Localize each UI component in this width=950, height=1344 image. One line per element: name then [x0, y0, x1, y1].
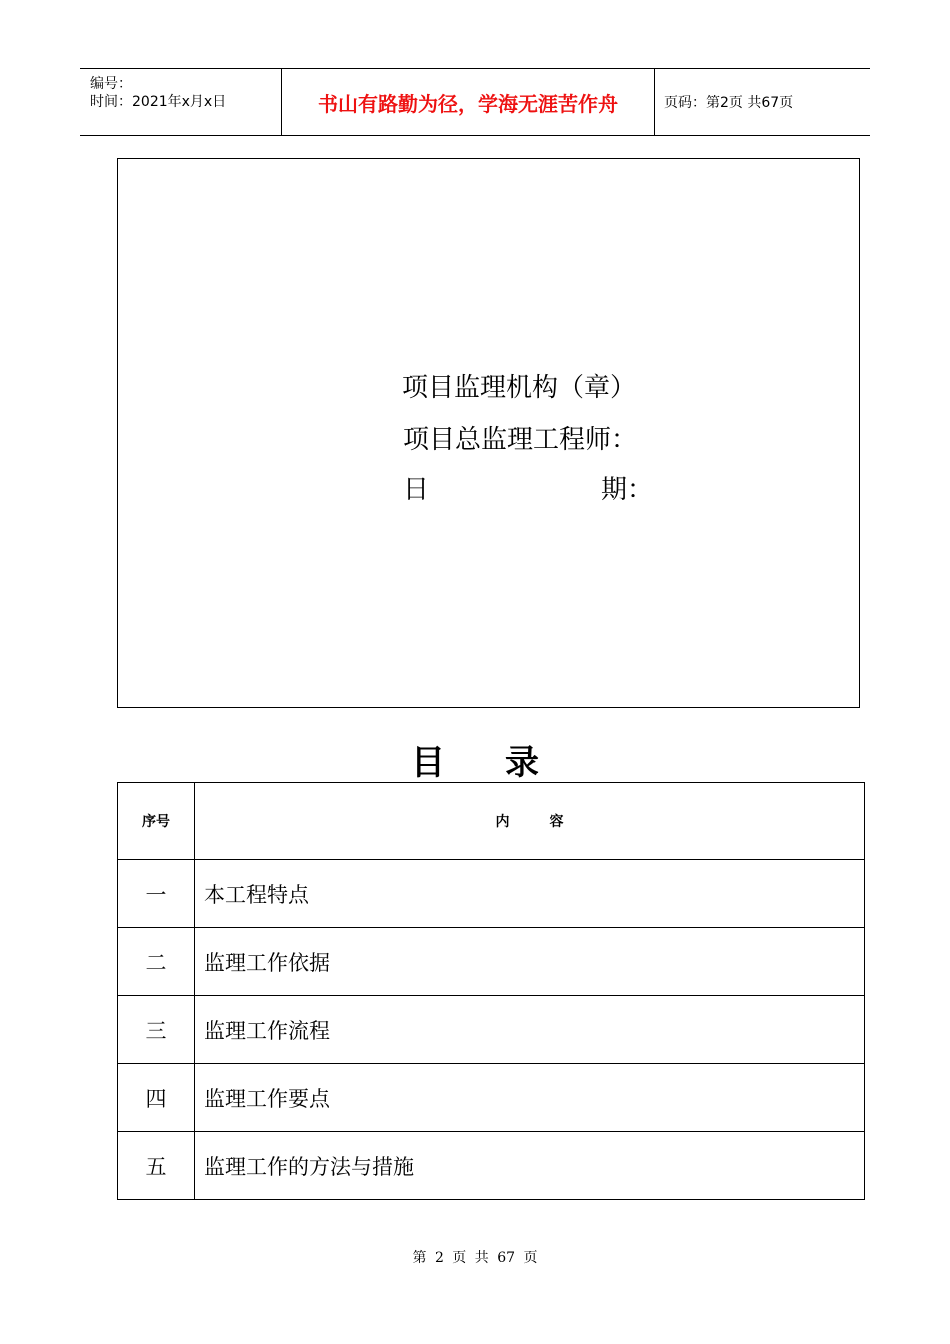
row-no: 二 [118, 928, 195, 996]
toc-header-row [118, 783, 865, 860]
org-seal-line: 项目监理机构（章） [402, 373, 637, 403]
toc-title-char: 录 [505, 743, 539, 783]
toc-title-char: 目 [411, 743, 445, 783]
table-row [118, 928, 865, 996]
table-row [118, 1132, 865, 1200]
page-footer: 第 2 页 共 67 页 [412, 1250, 538, 1266]
signature-box [117, 158, 860, 708]
chief-engineer-line: 项目总监理工程师： [403, 425, 638, 455]
toc-title [0, 735, 950, 784]
row-no: 三 [118, 996, 195, 1064]
col-header-no: 序号 [118, 783, 195, 860]
table-row [118, 1064, 865, 1132]
table-row [118, 860, 865, 928]
date-label-right: 期： [601, 475, 654, 505]
row-text: 监理工作流程 [195, 996, 865, 1064]
row-no: 四 [118, 1064, 195, 1132]
header-page-info: 页码：第2页 共67页 [664, 95, 794, 111]
code-label: 编号： [90, 76, 132, 92]
time-label: 时间：2021年x月x日 [90, 94, 227, 110]
header-motto: 书山有路勤为径，学海无涯苦作舟 [318, 91, 618, 116]
row-text: 监理工作依据 [195, 928, 865, 996]
table-row [118, 996, 865, 1064]
page-header [80, 68, 870, 136]
row-no: 五 [118, 1132, 195, 1200]
header-divider [654, 69, 655, 135]
toc-table [117, 782, 865, 1200]
header-info-cell [80, 69, 281, 135]
date-label-left: 日 [403, 475, 430, 505]
row-text: 本工程特点 [195, 860, 865, 928]
col-header-content: 内 容 [195, 783, 865, 860]
row-no: 一 [118, 860, 195, 928]
row-text: 监理工作的方法与措施 [195, 1132, 865, 1200]
row-text: 监理工作要点 [195, 1064, 865, 1132]
